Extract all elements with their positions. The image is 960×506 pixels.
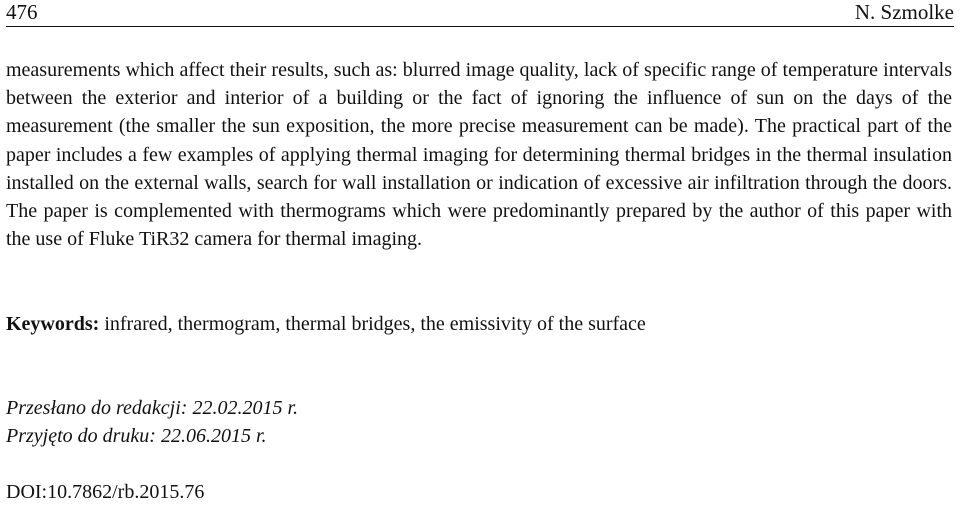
abstract-paragraph: measurements which affect their results, such as: blurred image quality, lack of specific range of temperature intervals between the exterior and interior of a building or the fact of ignoring the influence of sun on the days of the measurement (the smaller the sun exposition, the more precise measurement can be made). The practical part of the paper includes a few examples of applying thermal imaging for determining thermal bridges in the thermal insulation installed on the external walls, search for wall installation or indication of excessive air infiltration through the doors. The paper is complemented with thermograms which were predominantly prepared by the author of this paper with the use of Fluke TiR32 camera for thermal imaging. xyxy=(6,59,952,251)
accepted-date: Przyjęto do druku: 22.06.2015 r. xyxy=(6,425,267,447)
page-number: 476 xyxy=(6,0,38,24)
abstract-body xyxy=(6,56,952,253)
keywords-line xyxy=(6,310,952,338)
submitted-date: Przesłano do redakcji: 22.02.2015 r. xyxy=(6,397,299,419)
doi-line: DOI:10.7862/rb.2015.76 xyxy=(6,481,205,503)
keywords-label: Keywords: xyxy=(6,313,100,335)
page-header xyxy=(6,0,954,27)
keywords-text: infrared, thermogram, thermal bridges, the emissivity of the surface xyxy=(99,313,646,335)
running-head-author: N. Szmolke xyxy=(854,0,954,24)
publication-dates xyxy=(6,394,298,450)
